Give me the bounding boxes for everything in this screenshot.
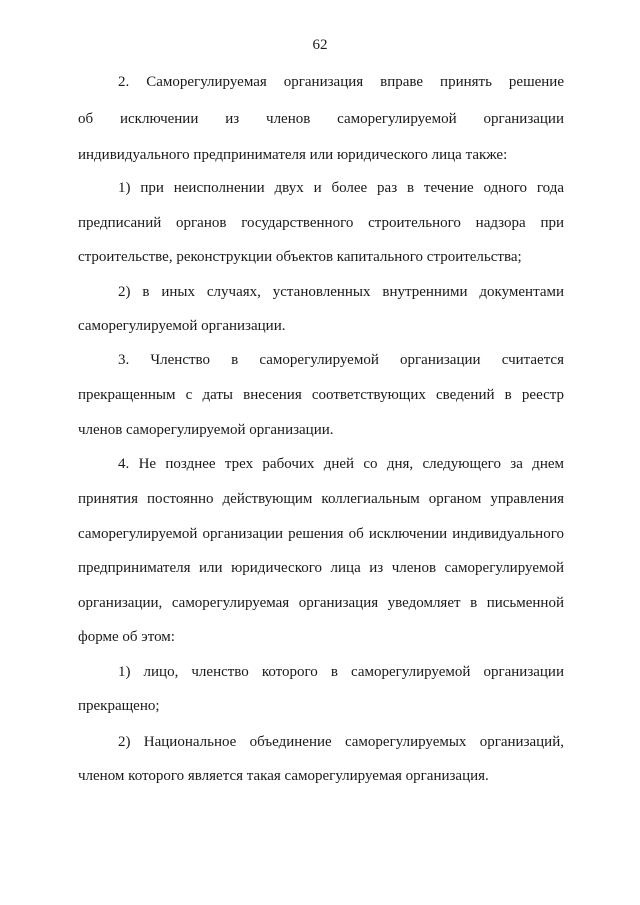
text-line: 4. Не позднее трех рабочих дней со дня, следующего за днем xyxy=(118,456,564,472)
text-line: об исключении из членов саморегулируемой организации xyxy=(78,111,564,127)
text-line: членов саморегулируемой организации. xyxy=(78,422,334,438)
text-line: предписаний органов государственного строительного надзора при xyxy=(78,215,564,231)
text-line: 2. Саморегулируемая организация вправе принять решение xyxy=(118,74,564,90)
text-line: индивидуального предпринимателя или юридического лица также: xyxy=(78,147,508,163)
text-line: принятия постоянно действующим коллегиальным органом управления xyxy=(78,491,564,507)
text-line: 3. Членство в саморегулируемой организации считается xyxy=(118,352,564,368)
text-line: организации, саморегулируемая организация уведомляет в письменной xyxy=(78,595,564,611)
text-line: прекращено; xyxy=(78,698,160,714)
page-number: 62 xyxy=(312,37,328,53)
text-line: строительстве, реконструкции объектов капитального строительства; xyxy=(78,249,522,265)
text-line: 2) в иных случаях, установленных внутренними документами xyxy=(118,284,564,300)
text-line: саморегулируемой организации. xyxy=(78,318,286,334)
text-line: форме об этом: xyxy=(78,629,175,645)
text-line: прекращенным с даты внесения соответствующих сведений в реестр xyxy=(78,387,564,403)
text-line: саморегулируемой организации решения об исключении индивидуального xyxy=(78,526,564,542)
text-line: 1) при неисполнении двух и более раз в течение одного года xyxy=(118,180,564,196)
text-line: 2) Национальное объединение саморегулируемых организаций, xyxy=(118,734,564,750)
text-line: членом которого является такая саморегулируемая организация. xyxy=(78,768,489,784)
text-line: предпринимателя или юридического лица из членов саморегулируемой xyxy=(78,560,564,576)
text-line: 1) лицо, членство которого в саморегулируемой организации xyxy=(118,664,564,680)
